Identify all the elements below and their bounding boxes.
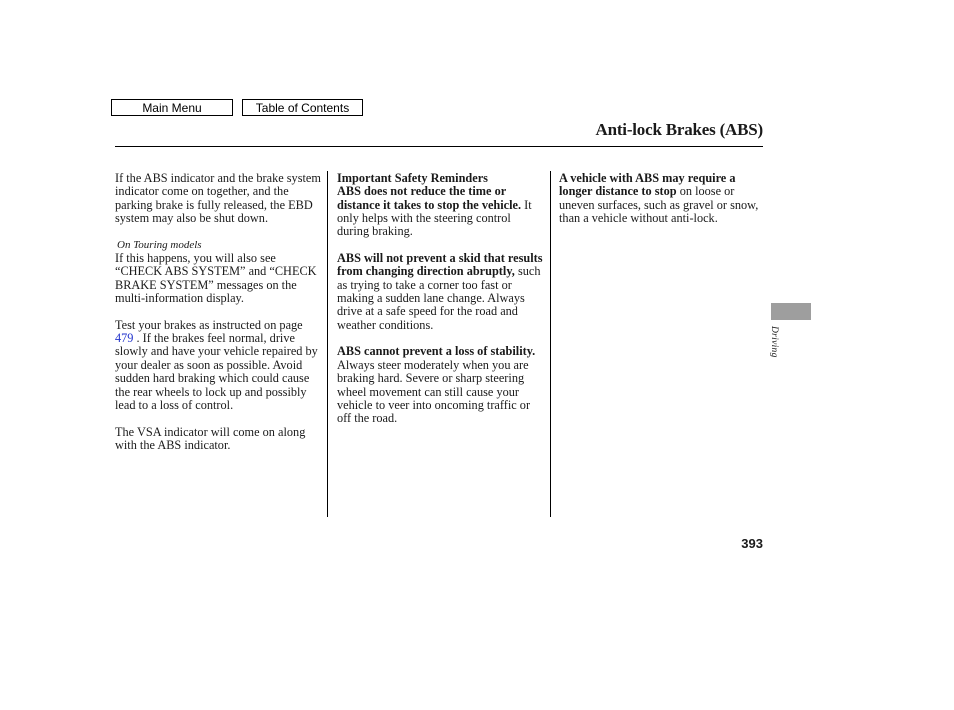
bold-text: A vehicle with ABS may require a longer distance to stop (559, 171, 736, 199)
paragraph: If this happens, you will also see “CHECK ABS SYSTEM” and “CHECK BRAKE SYSTEM” messages on the multi-information display. (115, 251, 317, 306)
text: Test your brakes as instructed on page (115, 317, 303, 332)
page-link[interactable]: 479 (115, 331, 134, 346)
model-note: On Touring models (117, 238, 202, 251)
paragraph (337, 252, 545, 332)
paragraph (559, 172, 763, 225)
paragraph: The VSA indicator will come on along with the ABS indicator. (115, 424, 306, 452)
column-2 (337, 172, 545, 439)
bold-text: ABS will not prevent a skid that results from changing direction abruptly, (337, 251, 543, 279)
column-divider (550, 171, 551, 517)
section-heading: Important Safety Reminders (337, 171, 488, 185)
page-title: Anti-lock Brakes (ABS) (595, 120, 763, 139)
text: Always steer moderately when you are braking hard. Severe or sharp steering wheel movement can still cause your vehicle to veer into oncoming traffic or off the road. (337, 357, 531, 426)
paragraph (337, 345, 545, 425)
table-of-contents-button[interactable]: Table of Contents (242, 99, 363, 116)
section-label: Driving (769, 326, 779, 358)
paragraph: If the ABS indicator and the brake system indicator come on together, and the parking brake is fully released, the EBD system may also be shut down. (115, 171, 321, 226)
column-3 (559, 172, 763, 239)
title-rule (115, 146, 763, 147)
bold-text: ABS does not reduce the time or distance it takes to stop the vehicle. (337, 184, 522, 212)
column-divider (327, 171, 328, 517)
page-number: 393 (741, 536, 763, 551)
main-menu-button[interactable]: Main Menu (111, 99, 233, 116)
paragraph (337, 172, 545, 239)
column-1 (115, 172, 322, 466)
text: It only helps with the steering control during braking. (337, 197, 532, 239)
section-tab (771, 303, 811, 320)
text: . If the brakes feel normal, drive slowly and have your vehicle repaired by your dealer as soon as possible. Avoid sudden hard braking which could cause the rear wheels to lock up and possibly lead to a loss of control. (115, 331, 318, 412)
text: on loose or uneven surfaces, such as gravel or snow, than a vehicle without anti-lock. (559, 184, 759, 226)
paragraph (115, 319, 322, 412)
bold-text: ABS cannot prevent a loss of stability. (337, 344, 536, 359)
text: such as trying to take a corner too fast or making a sudden lane change. Always drive at a safe speed for the road and weather conditions. (337, 264, 541, 332)
